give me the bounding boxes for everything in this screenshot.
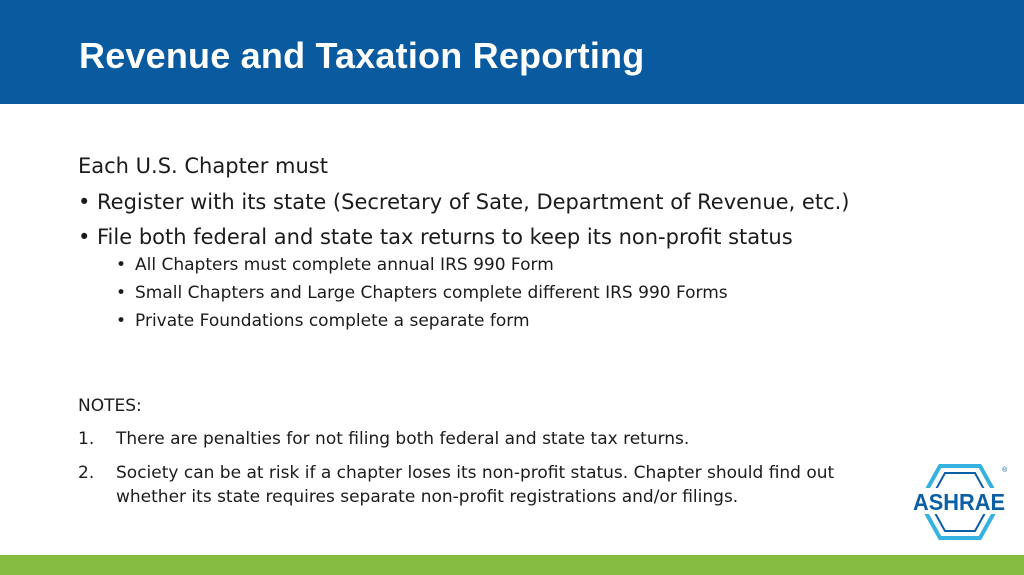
notes-list: [78, 427, 898, 509]
bullet-item: [78, 225, 908, 331]
registered-mark: ®: [1002, 467, 1008, 474]
notes-label: NOTES:: [78, 396, 142, 416]
sub-bullet-list: [116, 255, 908, 331]
note-item: [78, 461, 898, 509]
slide-title: Revenue and Taxation Reporting: [79, 35, 645, 76]
sub-bullet-item: • All Chapters must complete annual IRS 990 Form: [116, 255, 908, 275]
note-item: [78, 427, 898, 451]
notes-section: [78, 396, 898, 519]
note-number: 1.: [78, 429, 95, 449]
ashrae-logo: [912, 464, 1008, 540]
note-text: There are penalties for not filing both federal and state tax returns.: [116, 429, 690, 449]
logo-wordmark: ASHRAE: [913, 489, 1005, 515]
intro-text: Each U.S. Chapter must: [78, 154, 328, 178]
bullet-list: [78, 190, 908, 331]
bottom-accent-bar: [0, 555, 1024, 575]
note-text: Society can be at risk if a chapter loses its non-profit status. Chapter should find out whether its state requires separate non-profit registrations and/or filings.: [116, 463, 835, 507]
note-number: 2.: [78, 463, 95, 483]
sub-bullet-item: • Small Chapters and Large Chapters complete different IRS 990 Forms: [116, 283, 908, 303]
title-bar: [0, 0, 1024, 104]
slide-body: [78, 154, 908, 342]
sub-bullet-item: • Private Foundations complete a separate form: [116, 311, 908, 331]
bullet-text: File both federal and state tax returns to keep its non-profit status: [97, 225, 793, 249]
bullet-item: [78, 190, 908, 214]
bullet-text: Register with its state (Secretary of Sate, Department of Revenue, etc.): [97, 190, 850, 214]
